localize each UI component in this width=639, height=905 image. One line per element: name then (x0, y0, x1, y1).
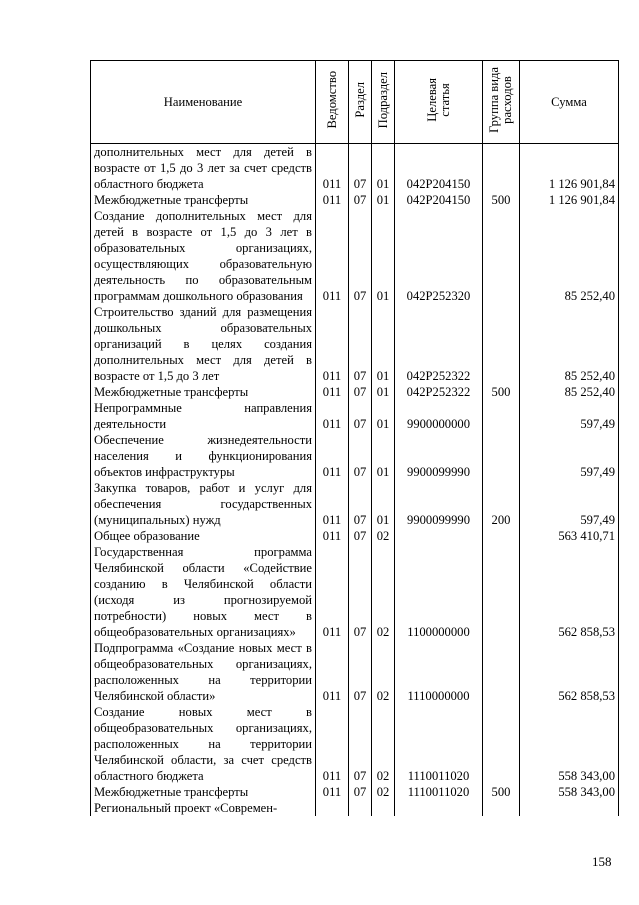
cell-subsection: 01 (372, 432, 395, 480)
cell-target-article: 9900000000 (395, 400, 483, 432)
cell-name: Межбюджетные трансферты (91, 192, 316, 208)
cell-section (349, 800, 372, 816)
cell-name: Межбюджетные трансферты (91, 784, 316, 800)
cell-sum: 597,49 (520, 432, 619, 480)
cell-section: 07 (349, 208, 372, 304)
cell-subsection (372, 800, 395, 816)
table-row (91, 304, 619, 384)
cell-expense-group (483, 640, 520, 704)
cell-section: 07 (349, 192, 372, 208)
cell-department (316, 800, 349, 816)
cell-subsection: 01 (372, 208, 395, 304)
header-subsection: Подраздел (372, 61, 395, 144)
cell-expense-group (483, 304, 520, 384)
cell-expense-group (483, 528, 520, 544)
cell-name: Строительство зданий для размещения дошкольных образовательных организаций в целях создания дополнительных мест для детей в возрасте от 1,5 до 3 лет (91, 304, 316, 384)
cell-target-article: 1110000000 (395, 640, 483, 704)
cell-sum: 85 252,40 (520, 304, 619, 384)
cell-section: 07 (349, 704, 372, 784)
cell-subsection: 02 (372, 544, 395, 640)
cell-name: Непрограммные направления деятельности (91, 400, 316, 432)
cell-target-article: 1100000000 (395, 544, 483, 640)
cell-expense-group (483, 144, 520, 193)
cell-section: 07 (349, 400, 372, 432)
cell-section: 07 (349, 544, 372, 640)
cell-expense-group: 500 (483, 192, 520, 208)
cell-name: Межбюджетные трансферты (91, 384, 316, 400)
cell-sum: 85 252,40 (520, 208, 619, 304)
header-expense-group: Группа вида расходов (483, 61, 520, 144)
cell-expense-group: 500 (483, 784, 520, 800)
cell-department: 011 (316, 144, 349, 193)
cell-target-article: 9900099990 (395, 480, 483, 528)
cell-name: Общее образование (91, 528, 316, 544)
cell-expense-group (483, 800, 520, 816)
table-row (91, 208, 619, 304)
cell-target-article: 042P204150 (395, 192, 483, 208)
cell-department: 011 (316, 784, 349, 800)
cell-department: 011 (316, 304, 349, 384)
table-row (91, 192, 619, 208)
table-header-row (91, 61, 619, 144)
cell-department: 011 (316, 640, 349, 704)
cell-sum: 562 858,53 (520, 544, 619, 640)
cell-subsection: 01 (372, 400, 395, 432)
page-number: 158 (592, 854, 612, 869)
cell-name: Создание новых мест в общеобразовательных организациях, расположенных на территории Челябинской области, за счет средств областного бюджета (91, 704, 316, 784)
table-row (91, 704, 619, 784)
table-row (91, 640, 619, 704)
cell-target-article: 042P252322 (395, 384, 483, 400)
table-row (91, 544, 619, 640)
header-target-article: Целевая статья (395, 61, 483, 144)
table-row (91, 480, 619, 528)
cell-sum: 597,49 (520, 400, 619, 432)
table-row (91, 400, 619, 432)
cell-expense-group (483, 400, 520, 432)
cell-sum: 562 858,53 (520, 640, 619, 704)
cell-name: Региональный проект «Современ- (91, 800, 316, 816)
header-sum: Сумма (520, 61, 619, 144)
cell-department: 011 (316, 544, 349, 640)
cell-sum: 563 410,71 (520, 528, 619, 544)
table-row (91, 144, 619, 193)
cell-section: 07 (349, 432, 372, 480)
cell-section: 07 (349, 304, 372, 384)
cell-section: 07 (349, 640, 372, 704)
cell-department: 011 (316, 704, 349, 784)
cell-section: 07 (349, 144, 372, 193)
cell-expense-group (483, 704, 520, 784)
table-row (91, 384, 619, 400)
cell-target-article (395, 528, 483, 544)
cell-target-article: 042P252320 (395, 208, 483, 304)
cell-name: дополнительных мест для детей в возрасте от 1,5 до 3 лет за счет средств областного бюджета (91, 144, 316, 193)
header-department: Ведомство (316, 61, 349, 144)
cell-subsection: 02 (372, 704, 395, 784)
cell-subsection: 02 (372, 640, 395, 704)
cell-expense-group: 200 (483, 480, 520, 528)
cell-expense-group (483, 432, 520, 480)
cell-section: 07 (349, 784, 372, 800)
cell-name: Подпрограмма «Создание новых мест в общеобразовательных организациях, расположенных на территории Челябинской области» (91, 640, 316, 704)
cell-target-article (395, 800, 483, 816)
cell-target-article: 042P204150 (395, 144, 483, 193)
cell-subsection: 01 (372, 144, 395, 193)
cell-section: 07 (349, 384, 372, 400)
budget-table (90, 60, 619, 816)
header-name: Наименование (91, 61, 316, 144)
cell-subsection: 01 (372, 304, 395, 384)
table-row (91, 784, 619, 800)
cell-expense-group (483, 544, 520, 640)
cell-department: 011 (316, 192, 349, 208)
cell-sum: 85 252,40 (520, 384, 619, 400)
cell-target-article: 1110011020 (395, 784, 483, 800)
cell-expense-group: 500 (483, 384, 520, 400)
cell-subsection: 01 (372, 384, 395, 400)
cell-sum: 597,49 (520, 480, 619, 528)
cell-name: Государственная программа Челябинской области «Содействие созданию в Челябинской области (исходя из прогнозируемой потребности) новых мест в общеобразовательных организациях» (91, 544, 316, 640)
table-row (91, 432, 619, 480)
cell-subsection: 02 (372, 528, 395, 544)
table-row (91, 528, 619, 544)
cell-target-article: 9900099990 (395, 432, 483, 480)
cell-subsection: 01 (372, 480, 395, 528)
cell-sum: 1 126 901,84 (520, 192, 619, 208)
cell-sum: 558 343,00 (520, 704, 619, 784)
cell-subsection: 01 (372, 192, 395, 208)
cell-subsection: 02 (372, 784, 395, 800)
cell-sum: 558 343,00 (520, 784, 619, 800)
cell-sum: 1 126 901,84 (520, 144, 619, 193)
cell-department: 011 (316, 384, 349, 400)
cell-department: 011 (316, 480, 349, 528)
cell-name: Обеспечение жизнедеятельности населения и функционирования объектов инфраструктуры (91, 432, 316, 480)
cell-sum (520, 800, 619, 816)
cell-section: 07 (349, 480, 372, 528)
cell-name: Создание дополнительных мест для детей в возрасте от 1,5 до 3 лет в образовательных организациях, осуществляющих образовательную деятельность по образовательным программам дошкольного образования (91, 208, 316, 304)
cell-department: 011 (316, 432, 349, 480)
cell-department: 011 (316, 400, 349, 432)
cell-target-article: 042P252322 (395, 304, 483, 384)
cell-expense-group (483, 208, 520, 304)
cell-department: 011 (316, 208, 349, 304)
cell-section: 07 (349, 528, 372, 544)
cell-department: 011 (316, 528, 349, 544)
header-section: Раздел (349, 61, 372, 144)
cell-target-article: 1110011020 (395, 704, 483, 784)
cell-name: Закупка товаров, работ и услуг для обеспечения государственных (муниципальных) нужд (91, 480, 316, 528)
table-row (91, 800, 619, 816)
